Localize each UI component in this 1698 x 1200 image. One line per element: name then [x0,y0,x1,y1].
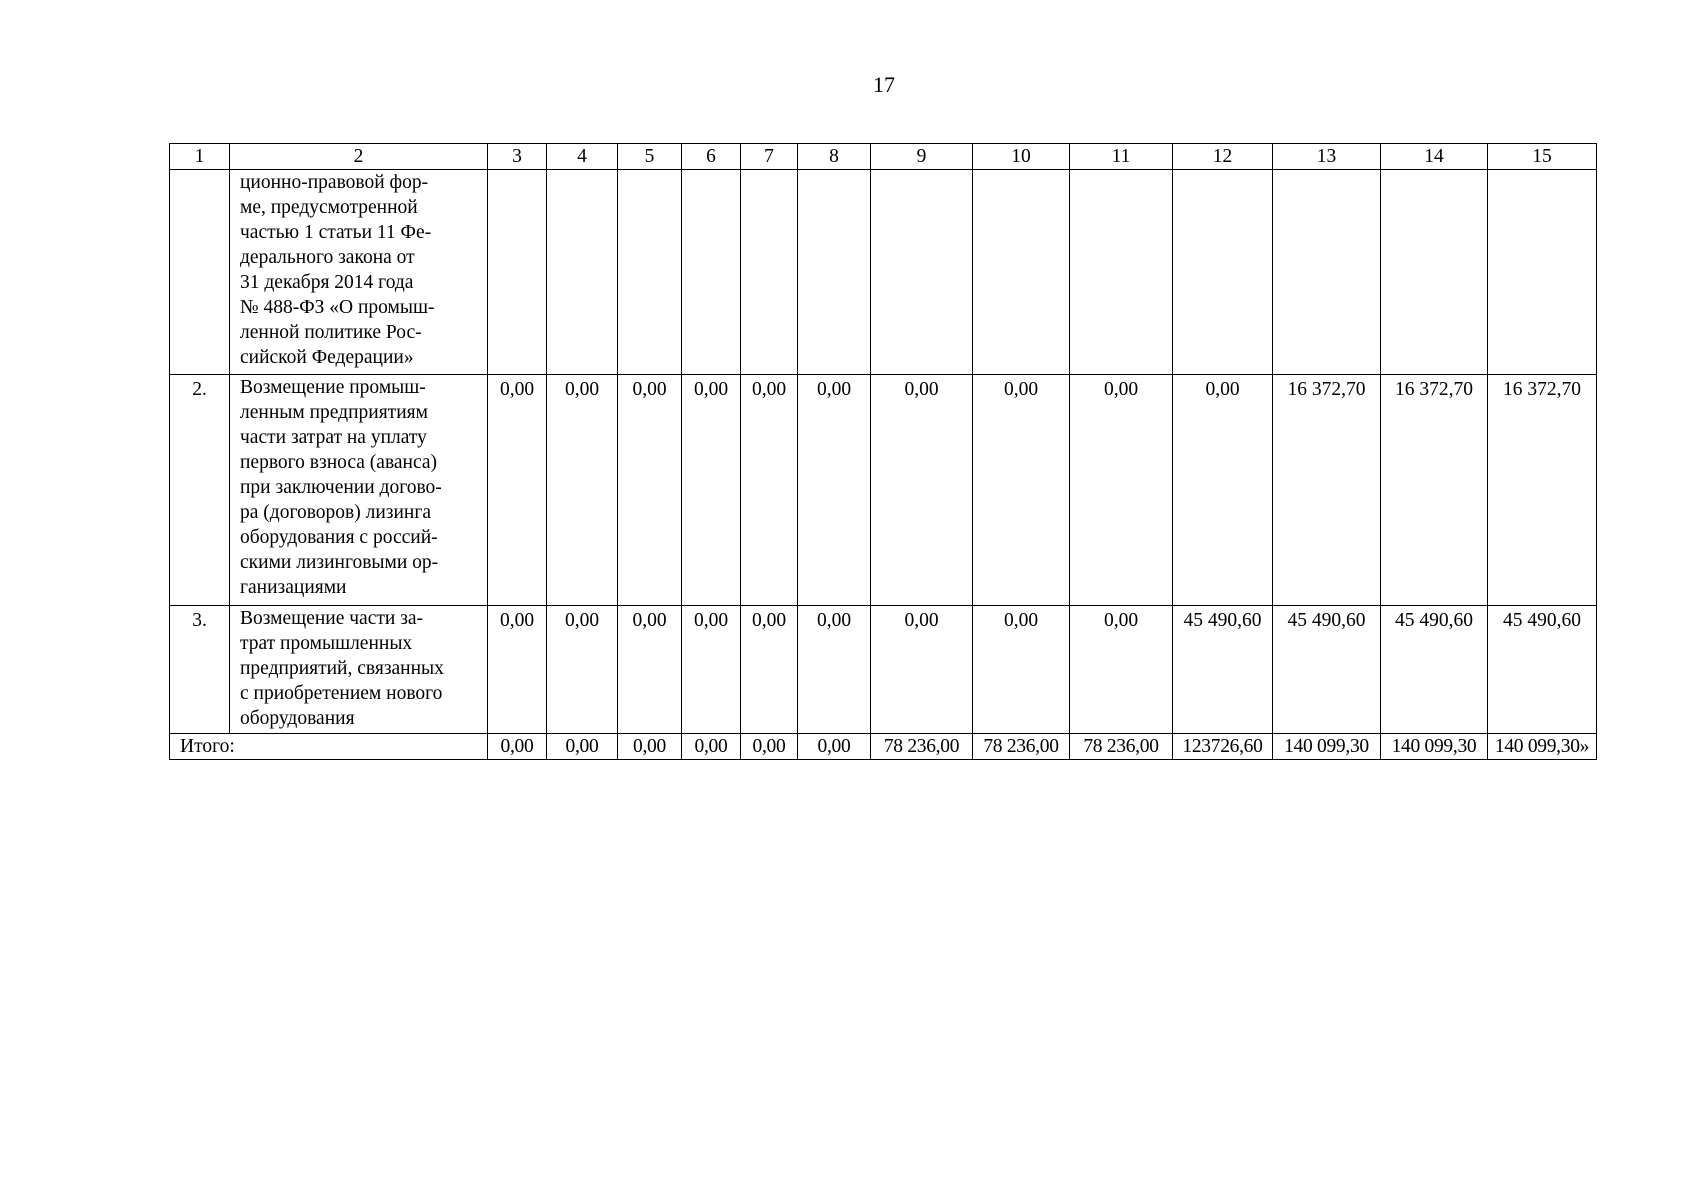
description-line: оборудования с россий- [240,527,438,548]
row-description [230,375,488,606]
total-value-cell: 0,00 [547,734,618,760]
value-cell: 0,00 [871,375,973,606]
value-cell: 0,00 [547,375,618,606]
value-cell [1070,170,1173,375]
column-header: 14 [1381,144,1488,170]
description-line: частью 1 статьи 11 Фе- [240,222,432,243]
total-value-cell: 78 236,00 [973,734,1070,760]
value-cell: 0,00 [973,606,1070,734]
description-line: ме, предусмотренной [240,197,418,218]
value-cell: 0,00 [973,375,1070,606]
total-value-cell: 0,00 [682,734,741,760]
page-number: 17 [873,72,895,97]
row-description [230,170,488,375]
total-value-cell: 78 236,00 [1070,734,1173,760]
row-number [170,170,230,375]
value-cell [682,170,741,375]
description-line: части затрат на уплату [240,427,427,448]
value-cell [1381,170,1488,375]
value-cell [973,170,1070,375]
value-cell: 45 490,60 [1273,606,1381,734]
value-cell: 16 372,70 [1273,375,1381,606]
column-header: 5 [618,144,682,170]
description-line: ционно-правовой фор- [240,172,429,193]
total-value-cell: 0,00 [488,734,547,760]
description-line: Возмещение промыш- [240,377,426,398]
total-value-cell: 0,00 [741,734,798,760]
value-cell: 0,00 [488,375,547,606]
total-row [170,734,1597,760]
value-cell: 45 490,60 [1173,606,1273,734]
table-row [170,170,1597,375]
column-header: 4 [547,144,618,170]
row-description [230,606,488,734]
description-line: ленной политике Рос- [240,322,422,343]
value-cell: 16 372,70 [1381,375,1488,606]
table-body [170,144,1597,760]
column-header: 10 [973,144,1070,170]
table-row [170,375,1597,606]
value-cell: 0,00 [488,606,547,734]
value-cell [741,170,798,375]
value-cell: 0,00 [618,375,682,606]
description-line: № 488-ФЗ «О промыш- [240,297,435,318]
total-value-cell: 0,00 [618,734,682,760]
value-cell [1173,170,1273,375]
row-number: 3. [170,606,230,734]
row-number: 2. [170,375,230,606]
value-cell [1273,170,1381,375]
value-cell: 0,00 [798,606,871,734]
value-cell: 0,00 [1173,375,1273,606]
value-cell: 0,00 [871,606,973,734]
column-header: 15 [1488,144,1597,170]
description-line: 31 декабря 2014 года [240,272,414,293]
value-cell: 0,00 [741,606,798,734]
total-label: Итого: [170,734,488,760]
table-row [170,606,1597,734]
description-line: Возмещение части за- [240,608,424,629]
column-header: 12 [1173,144,1273,170]
total-value-cell: 140 099,30 [1273,734,1381,760]
column-header: 8 [798,144,871,170]
column-header: 1 [170,144,230,170]
value-cell: 0,00 [1070,375,1173,606]
value-cell: 45 490,60 [1381,606,1488,734]
value-cell [798,170,871,375]
description-line: первого взноса (аванса) [240,452,438,473]
column-header: 9 [871,144,973,170]
budget-table [169,143,1597,760]
value-cell: 0,00 [1070,606,1173,734]
description-line: дерального закона от [240,247,415,268]
description-line: ра (договоров) лизинга [240,502,432,523]
value-cell: 0,00 [741,375,798,606]
header-row [170,144,1597,170]
column-header: 7 [741,144,798,170]
value-cell: 0,00 [547,606,618,734]
total-value-cell: 0,00 [798,734,871,760]
total-value-cell: 78 236,00 [871,734,973,760]
description-line: оборудования [240,708,355,729]
column-header: 13 [1273,144,1381,170]
total-value-cell: 140 099,30 [1381,734,1488,760]
column-header: 3 [488,144,547,170]
value-cell: 45 490,60 [1488,606,1597,734]
value-cell: 16 372,70 [1488,375,1597,606]
description-line: при заключении догово- [240,477,442,498]
description-line: ленным предприятиям [240,402,428,423]
value-cell [871,170,973,375]
description-line: ганизациями [240,577,347,598]
description-line: с приобретением нового [240,683,443,704]
value-cell: 0,00 [682,606,741,734]
value-cell [1488,170,1597,375]
total-value-cell: 140 099,30» [1488,734,1597,760]
column-header: 2 [230,144,488,170]
value-cell [547,170,618,375]
value-cell: 0,00 [682,375,741,606]
description-line: скими лизинговыми ор- [240,552,439,573]
column-header: 6 [682,144,741,170]
value-cell: 0,00 [618,606,682,734]
description-line: трат промышленных [240,633,413,654]
value-cell [618,170,682,375]
value-cell [488,170,547,375]
column-header: 11 [1070,144,1173,170]
total-value-cell: 123726,60 [1173,734,1273,760]
value-cell: 0,00 [798,375,871,606]
description-line: предприятий, связанных [240,658,444,679]
description-line: сийской Федерации» [240,347,414,368]
